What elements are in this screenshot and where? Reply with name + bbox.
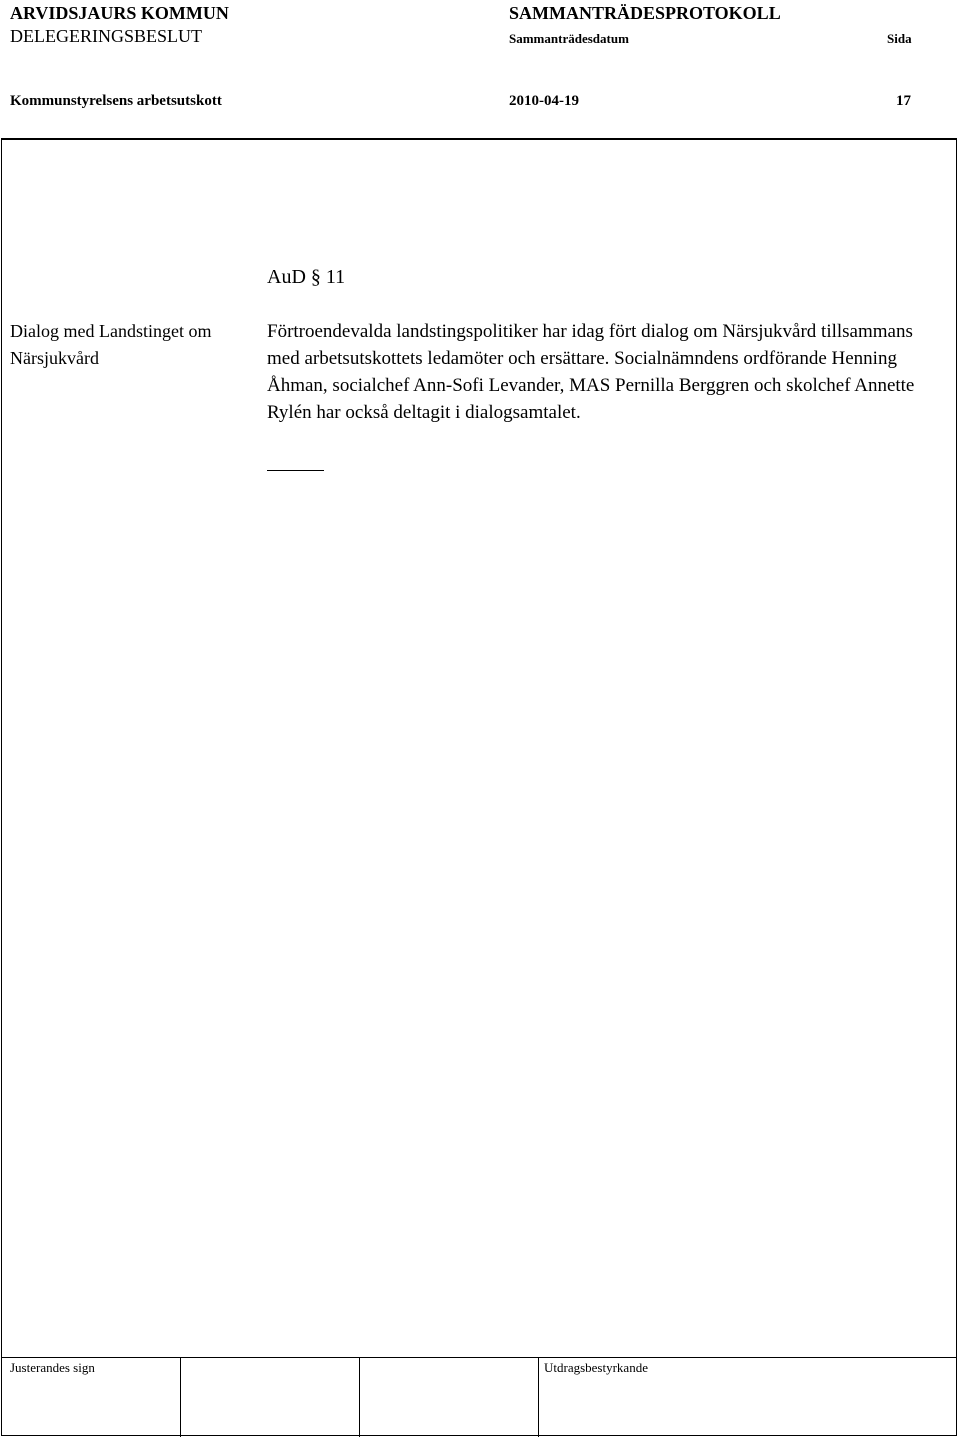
meeting-date: 2010-04-19 — [509, 93, 579, 109]
footer-divider — [1, 1357, 957, 1358]
certification-label: Utdragsbestyrkande — [544, 1360, 648, 1375]
page-number: 17 — [896, 93, 911, 109]
decision-text: Förtroendevalda landstingspolitiker har idag fört dialog om Närsjukvård tillsammans med arbetsutskottets ledamöter och ersättare. Socialnämndens ordförande Henning Åhman, socialchef Ann-Sofi Levander, MAS Pernilla Berggren och skolchef Annette Rylén har också deltagit i dialogsamtalet. — [267, 321, 915, 423]
page-label: Sida — [887, 31, 912, 46]
document-type: SAMMANTRÄDESPROTOKOLL — [509, 3, 781, 23]
committee-name: Kommunstyrelsens arbetsutskott — [10, 93, 222, 109]
sign-box-divider — [359, 1357, 360, 1437]
organization-name: ARVIDSJAURS KOMMUN — [10, 3, 229, 23]
sign-box-divider — [180, 1357, 181, 1437]
meeting-date-label: Sammanträdesdatum — [509, 31, 629, 46]
section-number: AuD § 11 — [267, 266, 346, 288]
sign-box-divider — [538, 1357, 539, 1437]
agenda-topic: Dialog med Landstinget om Närsjukvård — [10, 321, 212, 368]
document-category: DELEGERINGSBESLUT — [10, 26, 202, 46]
end-rule — [267, 470, 324, 471]
signature-label: Justerandes sign — [10, 1360, 95, 1375]
